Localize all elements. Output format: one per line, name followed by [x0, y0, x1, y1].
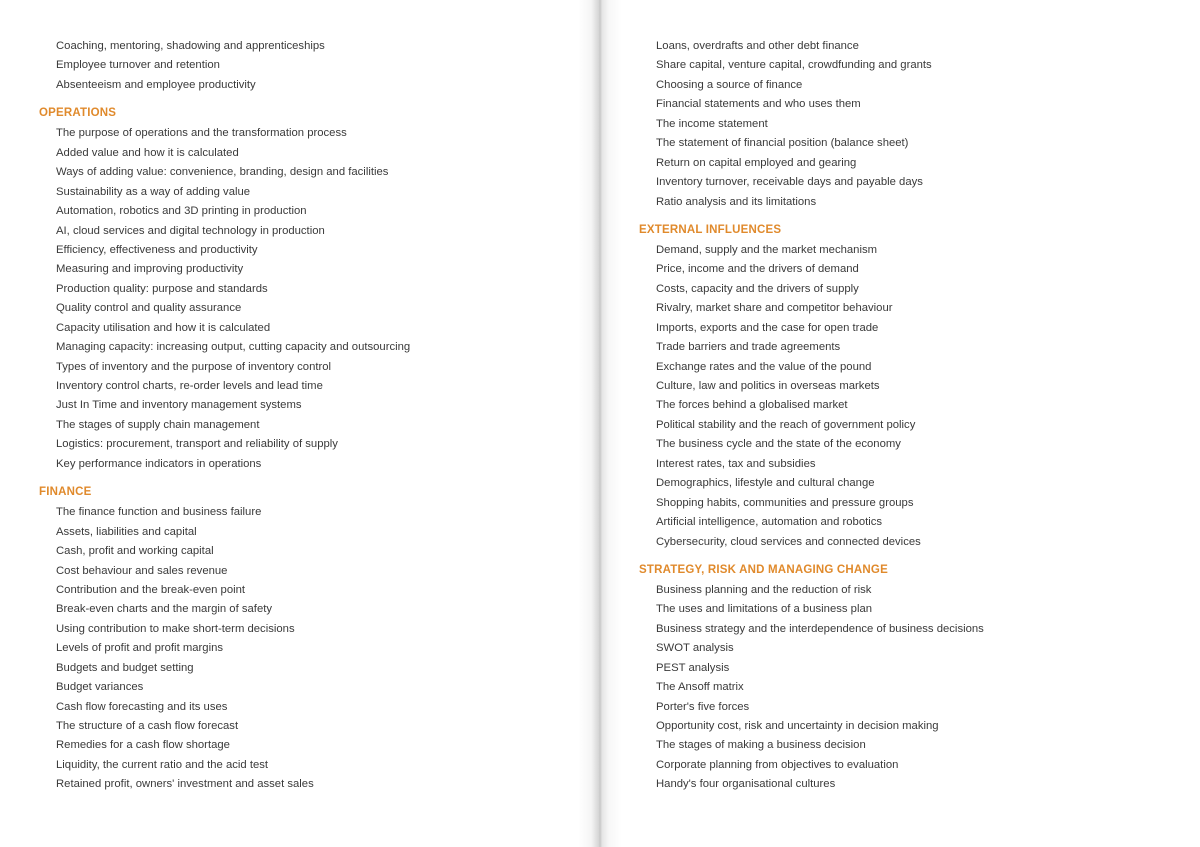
topic-item: Logistics: procurement, transport and reliability of supply — [56, 438, 338, 451]
topic-item: SWOT analysis — [656, 642, 734, 655]
topic-item: Budget variances — [56, 681, 144, 694]
topic-item: Handy's four organisational cultures — [656, 778, 836, 791]
section-operations — [39, 103, 559, 474]
topic-item: The income statement — [656, 117, 768, 130]
topic-item: Business strategy and the interdependence of business decisions — [656, 622, 984, 635]
topic-item: Ratio analysis and its limitations — [656, 195, 817, 208]
section-finance — [39, 482, 559, 795]
topic-item: Loans, overdrafts and other debt finance — [656, 40, 859, 52]
section-heading: FINANCE — [39, 486, 92, 499]
section-continued — [639, 37, 1159, 212]
topic-item: Contribution and the break-even point — [56, 583, 246, 596]
topic-item: The statement of financial position (balance sheet) — [656, 137, 909, 150]
section-heading: EXTERNAL INFLUENCES — [639, 223, 782, 236]
topic-item: Interest rates, tax and subsidies — [656, 457, 816, 470]
topic-item: Types of inventory and the purpose of inventory control — [56, 360, 332, 373]
topic-item: Inventory control charts, re-order levels and lead time — [56, 380, 323, 392]
topic-item: Demographics, lifestyle and cultural change — [656, 477, 875, 490]
topic-item: Return on capital employed and gearing — [656, 156, 857, 169]
topic-list — [639, 581, 1159, 795]
right-column — [639, 37, 1159, 795]
topic-item: Artificial intelligence, automation and robotics — [656, 516, 883, 529]
topic-item: Assets, liabilities and capital — [56, 525, 197, 538]
topic-item: Inventory turnover, receivable days and payable days — [656, 176, 923, 189]
topic-item: Liquidity, the current ratio and the acid test — [56, 758, 269, 771]
topic-list — [39, 124, 559, 474]
topic-item: Price, income and the drivers of demand — [656, 263, 859, 276]
topic-item: Automation, robotics and 3D printing in production — [56, 205, 307, 218]
topic-item: Efficiency, effectiveness and productivity — [56, 243, 258, 256]
topic-item: Levels of profit and profit margins — [56, 642, 224, 655]
topic-item: Business planning and the reduction of risk — [656, 583, 872, 596]
topic-item: Retained profit, owners' investment and asset sales — [56, 778, 314, 791]
topic-item: The forces behind a globalised market — [656, 399, 848, 412]
topic-item: Cash flow forecasting and its uses — [56, 700, 228, 713]
left-column — [39, 37, 559, 795]
topic-item: Just In Time and inventory management systems — [56, 399, 302, 412]
topic-item: Corporate planning from objectives to evaluation — [656, 758, 899, 771]
topic-item: Managing capacity: increasing output, cutting capacity and outsourcing — [56, 341, 411, 354]
topic-item: Cost behaviour and sales revenue — [56, 564, 228, 577]
topic-item: Absenteeism and employee productivity — [56, 78, 256, 91]
topic-item: Exchange rates and the value of the pound — [656, 360, 872, 373]
topic-item: Culture, law and politics in overseas markets — [656, 380, 880, 392]
topic-item: Quality control and quality assurance — [56, 302, 242, 315]
topic-item: Budgets and budget setting — [56, 661, 194, 674]
topic-list — [39, 503, 559, 795]
topic-item: Remedies for a cash flow shortage — [56, 739, 230, 752]
section-heading: OPERATIONS — [39, 107, 117, 120]
topic-item: Cash, profit and working capital — [56, 545, 214, 558]
topic-item: Demand, supply and the market mechanism — [656, 243, 878, 256]
topic-item: Shopping habits, communities and pressure groups — [656, 496, 914, 509]
topic-item: Opportunity cost, risk and uncertainty in decision making — [656, 720, 939, 732]
topic-item: Trade barriers and trade agreements — [656, 341, 841, 354]
topic-item: Share capital, venture capital, crowdfunding and grants — [656, 59, 932, 72]
topic-item: Coaching, mentoring, shadowing and apprenticeships — [56, 40, 325, 52]
topic-item: The business cycle and the state of the economy — [656, 438, 901, 451]
topic-item: Imports, exports and the case for open trade — [656, 321, 879, 334]
topic-item: Ways of adding value: convenience, branding, design and facilities — [56, 166, 389, 179]
topic-item: PEST analysis — [656, 661, 730, 674]
topic-item: AI, cloud services and digital technology in production — [56, 224, 325, 237]
topic-item: Cybersecurity, cloud services and connected devices — [656, 535, 921, 548]
topic-item: The stages of supply chain management — [56, 418, 260, 431]
topic-item: Political stability and the reach of government policy — [656, 418, 916, 431]
topic-list — [39, 37, 559, 95]
topic-item: Break-even charts and the margin of safety — [56, 603, 273, 616]
topic-item: The uses and limitations of a business plan — [656, 603, 873, 616]
topic-item: The Ansoff matrix — [656, 681, 744, 694]
topic-item: Costs, capacity and the drivers of supply — [656, 282, 859, 295]
topic-item: Added value and how it is calculated — [56, 146, 239, 159]
topic-item: Measuring and improving productivity — [56, 263, 244, 276]
topic-item: Rivalry, market share and competitor behaviour — [656, 302, 893, 315]
section-continued — [39, 37, 559, 95]
section-heading: STRATEGY, RISK AND MANAGING CHANGE — [639, 563, 888, 576]
topic-item: Porter's five forces — [656, 700, 750, 713]
topic-list — [639, 37, 1159, 212]
topic-item: Capacity utilisation and how it is calculated — [56, 321, 271, 334]
topic-item: The purpose of operations and the transformation process — [56, 127, 347, 140]
topic-item: Using contribution to make short-term decisions — [56, 622, 295, 635]
topic-item: The stages of making a business decision — [656, 739, 866, 752]
section-external-influences — [639, 220, 1159, 552]
topic-item: The finance function and business failure — [56, 506, 262, 519]
topic-item: Key performance indicators in operations — [56, 457, 262, 470]
right-page — [600, 0, 1200, 847]
topic-item: Sustainability as a way of adding value — [56, 185, 251, 198]
topic-item: Employee turnover and retention — [56, 59, 220, 72]
topic-item: The structure of a cash flow forecast — [56, 720, 239, 732]
topic-item: Financial statements and who uses them — [656, 98, 861, 111]
topic-item: Production quality: purpose and standards — [56, 282, 268, 295]
topic-list — [639, 241, 1159, 552]
section-strategy-risk-and-managing-change — [639, 560, 1159, 795]
topic-item: Choosing a source of finance — [656, 78, 803, 91]
